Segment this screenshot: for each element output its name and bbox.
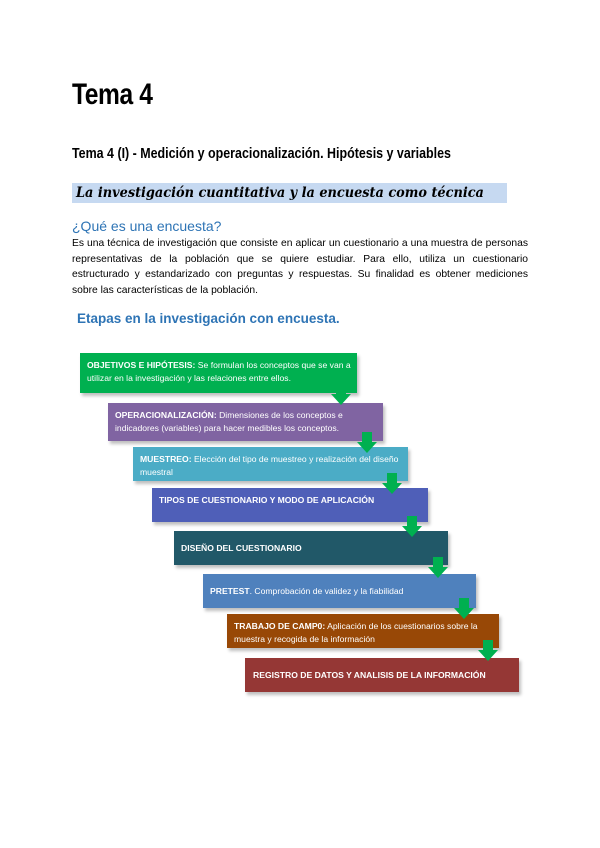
down-arrow-icon xyxy=(359,432,375,454)
step-text: Dimensiones de los conceptos e indicadores (variables) para hacer medibles los conceptos. xyxy=(115,410,343,433)
page-title: Tema 4 xyxy=(72,78,153,111)
step-operacionalizacion xyxy=(108,403,383,441)
step-text: . Comprobación de validez y la fiabilidad xyxy=(249,585,404,596)
step-objetivos xyxy=(80,353,357,393)
step-label: TRABAJO DE CAMP0: xyxy=(234,621,326,631)
step-pretest xyxy=(203,574,476,608)
section-heading: La investigación cuantitativa y la encuesta como técnica xyxy=(76,185,484,201)
step-label: MUESTREO: xyxy=(140,454,192,464)
down-arrow-icon xyxy=(384,473,400,495)
page-subtitle: Tema 4 (I) - Medición y operacionalización. Hipótesis y variables xyxy=(72,145,451,162)
stages-title: Etapas en la investigación con encuesta. xyxy=(77,311,340,326)
down-arrow-icon xyxy=(456,598,472,620)
down-arrow-icon xyxy=(480,640,496,662)
step-registro-datos xyxy=(245,658,519,692)
step-text: Aplicación de los cuestionarios sobre la muestra y recogida de la información xyxy=(234,621,478,644)
down-arrow-icon xyxy=(333,384,349,406)
step-label: TIPOS DE CUESTIONARIO Y MODO DE APLICACIÓN xyxy=(159,495,375,505)
step-label: PRETEST xyxy=(210,585,250,596)
step-label: DISEÑO DEL CUESTIONARIO xyxy=(181,542,302,553)
step-label: REGISTRO DE DATOS Y ANALISIS DE LA INFORMACIÓN xyxy=(253,669,486,680)
definition-paragraph: Es una técnica de investigación que consiste en aplicar un cuestionario a una muestra de personas representativas de la población que se quiere estudiar. Para ello, utiliza un cuestionario estructurado y estandarizado con preguntas y respuestas. Su finalidad es obtener mediciones sobre las características de la población. xyxy=(72,238,528,297)
down-arrow-icon xyxy=(404,516,420,538)
step-text: Elección del tipo de muestreo y realización del diseño muestral xyxy=(140,454,399,477)
down-arrow-icon xyxy=(430,557,446,579)
step-label: OBJETIVOS E HIPÓTESIS: xyxy=(87,360,196,370)
step-text: Se formulan los conceptos que se van a utilizar en la investigación y las relaciones entre ellos. xyxy=(87,360,351,383)
step-label: OPERACIONALIZACIÓN: xyxy=(115,410,217,420)
question-title: ¿Qué es una encuesta? xyxy=(72,218,222,234)
